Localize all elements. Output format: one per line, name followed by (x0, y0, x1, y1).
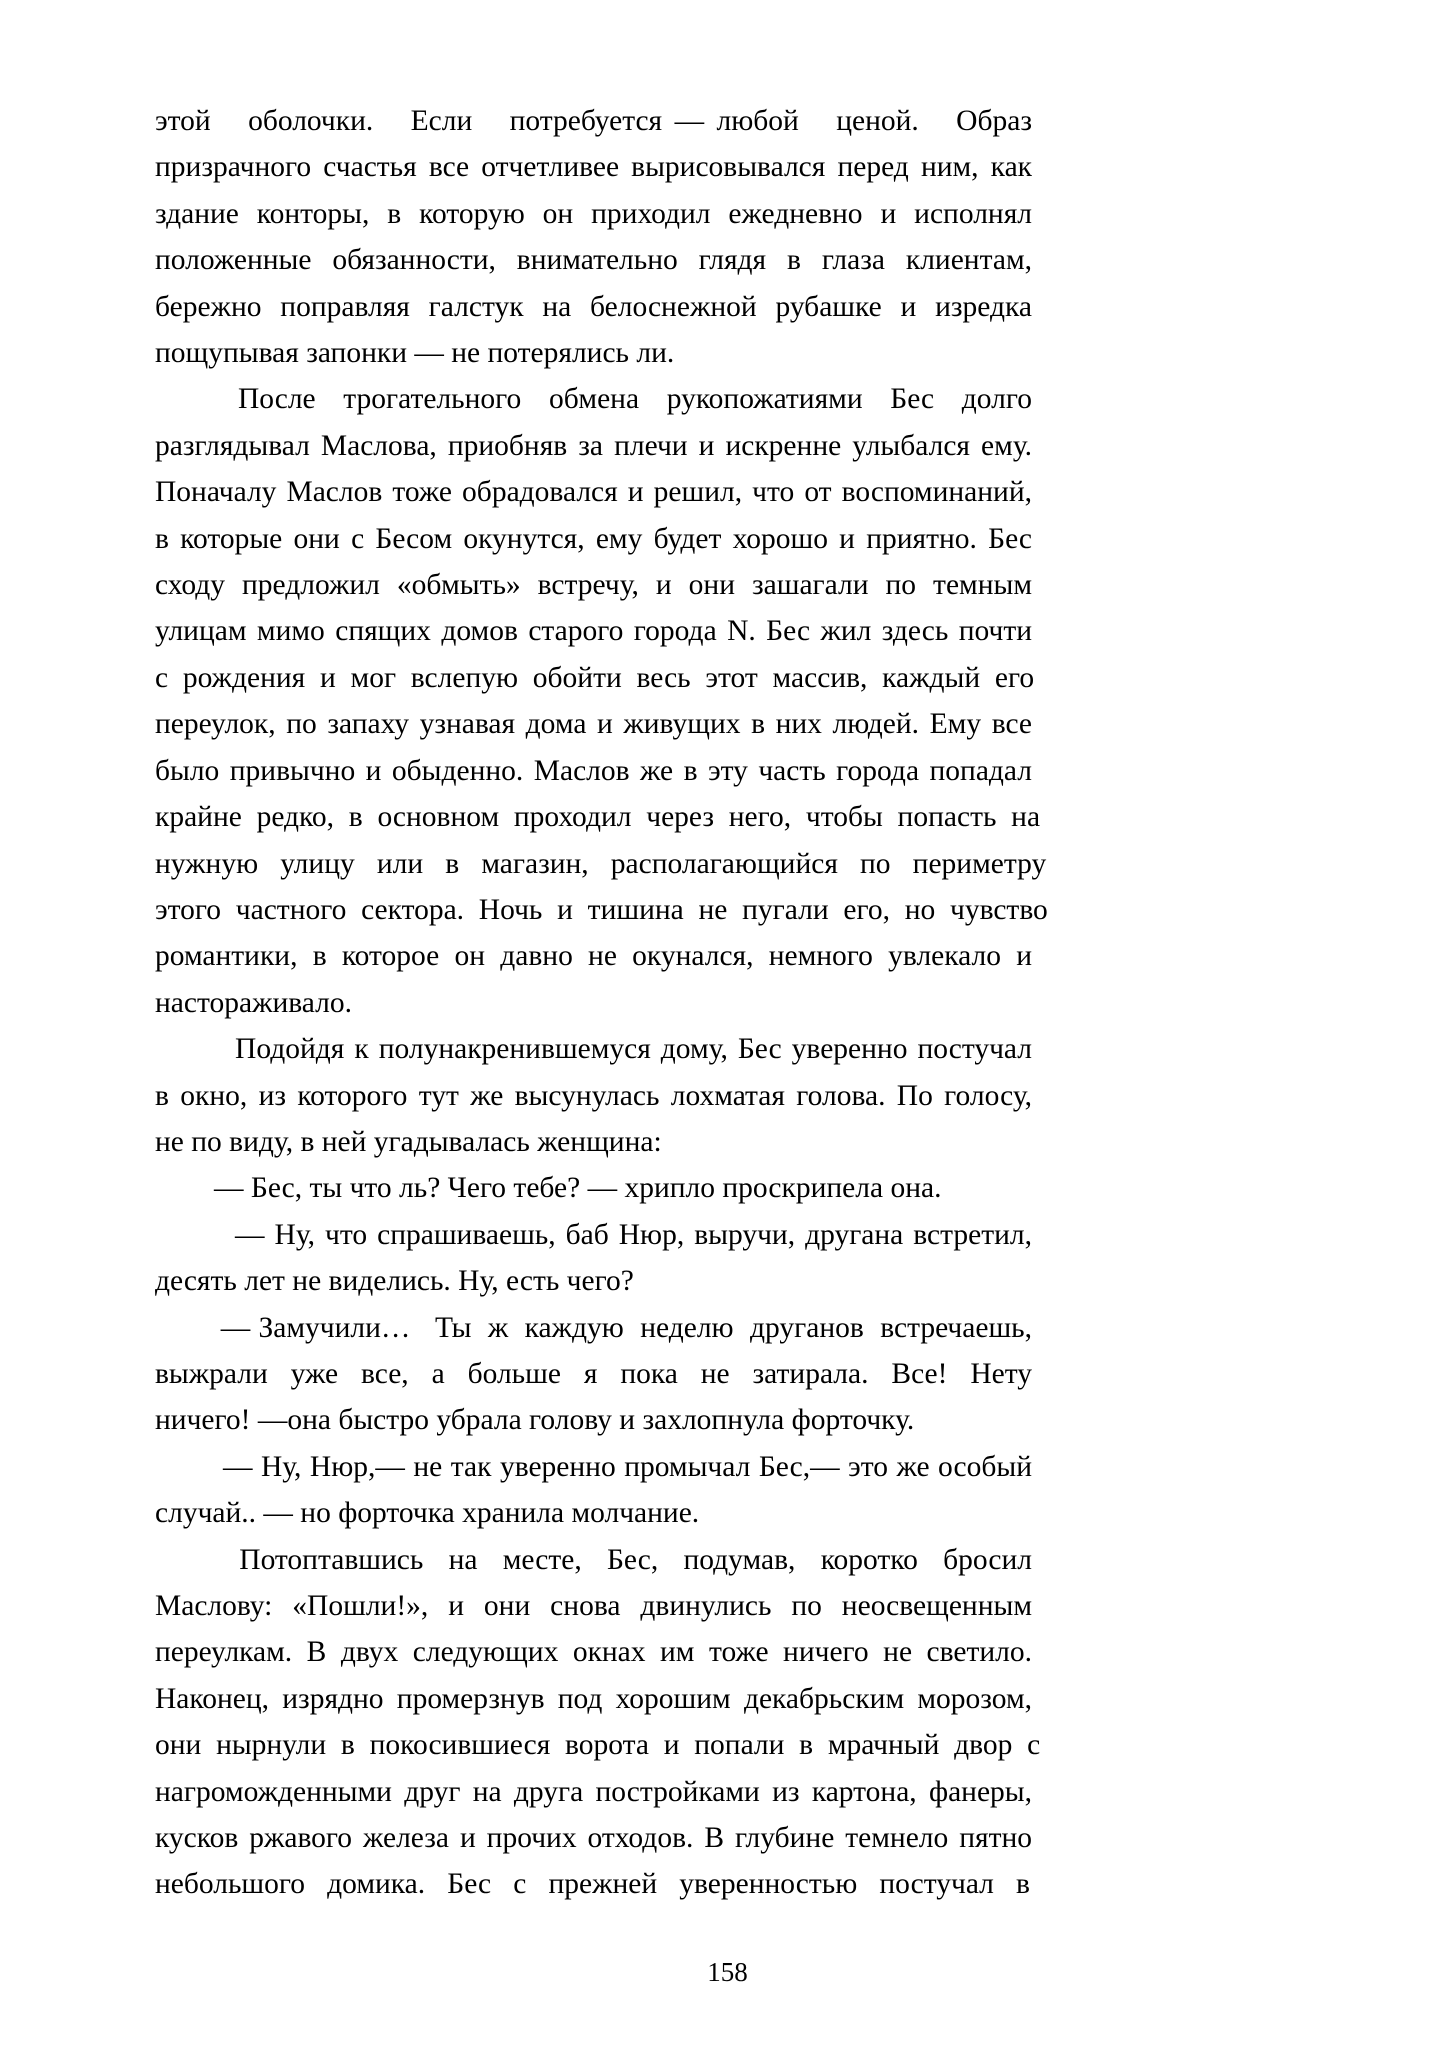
text-line: случай.. — но форточка хранила молчание. (155, 1497, 700, 1530)
text-line: переулок, по запаху узнавая дома и живущих в них людей. Ему все (155, 708, 1032, 741)
text-line: они нырнули в покосившиеся ворота и попали в мрачный двор с (155, 1729, 1041, 1762)
text-line: — Бес, ты что ль? Чего тебе? — хрипло проскрипела она. (155, 1172, 942, 1205)
text-line: ничего! —она быстро убрала голову и захлопнула форточку. (155, 1404, 915, 1437)
text-line: Наконец, изрядно промерзнув под хорошим декабрьским морозом, (155, 1682, 1032, 1715)
text-line: Потоптавшись на месте, Бес, подумав, коротко бросил (155, 1543, 1032, 1576)
text-line: нагроможденными друг на друга постройками из картона, фанеры, (155, 1775, 1032, 1808)
text-line: небольшого домика. Бес с прежней уверенностью постучал в (155, 1868, 1030, 1901)
paragraph (155, 1305, 1032, 1444)
paragraph (155, 376, 1048, 1026)
text-line: сходу предложил «обмыть» встречу, и они зашагали по темным (155, 569, 1032, 602)
text-line: здание конторы, в которую он приходил ежедневно и исполнял (155, 197, 1032, 230)
text-line: не по виду, в ней угадывалась женщина: (155, 1125, 662, 1158)
text-line: пощупывая запонки — не потерялись ли. (155, 337, 675, 370)
text-line: настораживало. (155, 986, 352, 1019)
text-line: этого частного сектора. Ночь и тишина не пугали его, но чувство (155, 893, 1048, 926)
text-line: бережно поправляя галстук на белоснежной рубашке и изредка (155, 290, 1032, 323)
paragraph (155, 1212, 1032, 1305)
text-line: — Замучили… Ты ж каждую неделю друганов встречаешь, (155, 1311, 1032, 1344)
text-line: романтики, в которое он давно не окунался, немного увлекало и (155, 940, 1032, 973)
paragraph (155, 1537, 1041, 1908)
text-line: улицам мимо спящих домов старого города N. Бес жил здесь почти (155, 615, 1032, 648)
text-line: разглядывал Маслова, приобняв за плечи и искренне улыбался ему. (155, 429, 1032, 462)
text-line: нужную улицу или в магазин, располагающийся по периметру (155, 847, 1047, 880)
text-line: призрачного счастья все отчетливее вырисовывался перед ним, как (155, 151, 1032, 184)
body-text-column (155, 98, 1048, 1908)
text-line: крайне редко, в основном проходил через него, чтобы попасть на (155, 801, 1041, 834)
text-line: было привычно и обыденно. Маслов же в эту часть города попадал (155, 754, 1032, 787)
text-line: кусков ржавого железа и прочих отходов. В глубине темнело пятно (155, 1822, 1032, 1855)
text-line: — Ну, что спрашиваешь, баб Нюр, выручи, другана встретил, (155, 1218, 1032, 1251)
paragraph (155, 98, 1032, 376)
text-line: Поначалу Маслов тоже обрадовался и решил, что от воспоминаний, (155, 476, 1032, 509)
text-line: Маслову: «Пошли!», и они снова двинулись по неосвещенным (155, 1590, 1032, 1622)
paragraph (155, 1165, 1032, 1211)
text-line: выжрали уже все, а больше я пока не затирала. Все! Нету (155, 1357, 1032, 1390)
text-line: положенные обязанности, внимательно глядя в глаза клиентам, (155, 244, 1032, 277)
text-line: с рождения и мог вслепую обойти весь этот массив, каждый его (155, 661, 1035, 694)
text-line: После трогательного обмена рукопожатиями Бес долго (155, 383, 1032, 416)
text-line: — Ну, Нюр,— не так уверенно промычал Бес,— это же особый (155, 1450, 1032, 1483)
text-line: десять лет не виделись. Ну, есть чего? (155, 1265, 634, 1298)
text-line: в окно, из которого тут же высунулась лохматая голова. По голосу, (155, 1079, 1032, 1112)
text-line: Подойдя к полунакренившемуся дому, Бес уверенно постучал (155, 1033, 1032, 1066)
text-line: переулкам. В двух следующих окнах им тоже ничего не светило. (155, 1636, 1032, 1669)
paragraph (155, 1444, 1032, 1537)
text-line: в которые они с Бесом окунутся, ему будет хорошо и приятно. Бес (155, 522, 1032, 555)
page-number: 158 (707, 1957, 748, 1987)
text-line: этой оболочки. Если потребуется — любой ценой. Образ (155, 105, 1032, 137)
paragraph (155, 1026, 1032, 1165)
